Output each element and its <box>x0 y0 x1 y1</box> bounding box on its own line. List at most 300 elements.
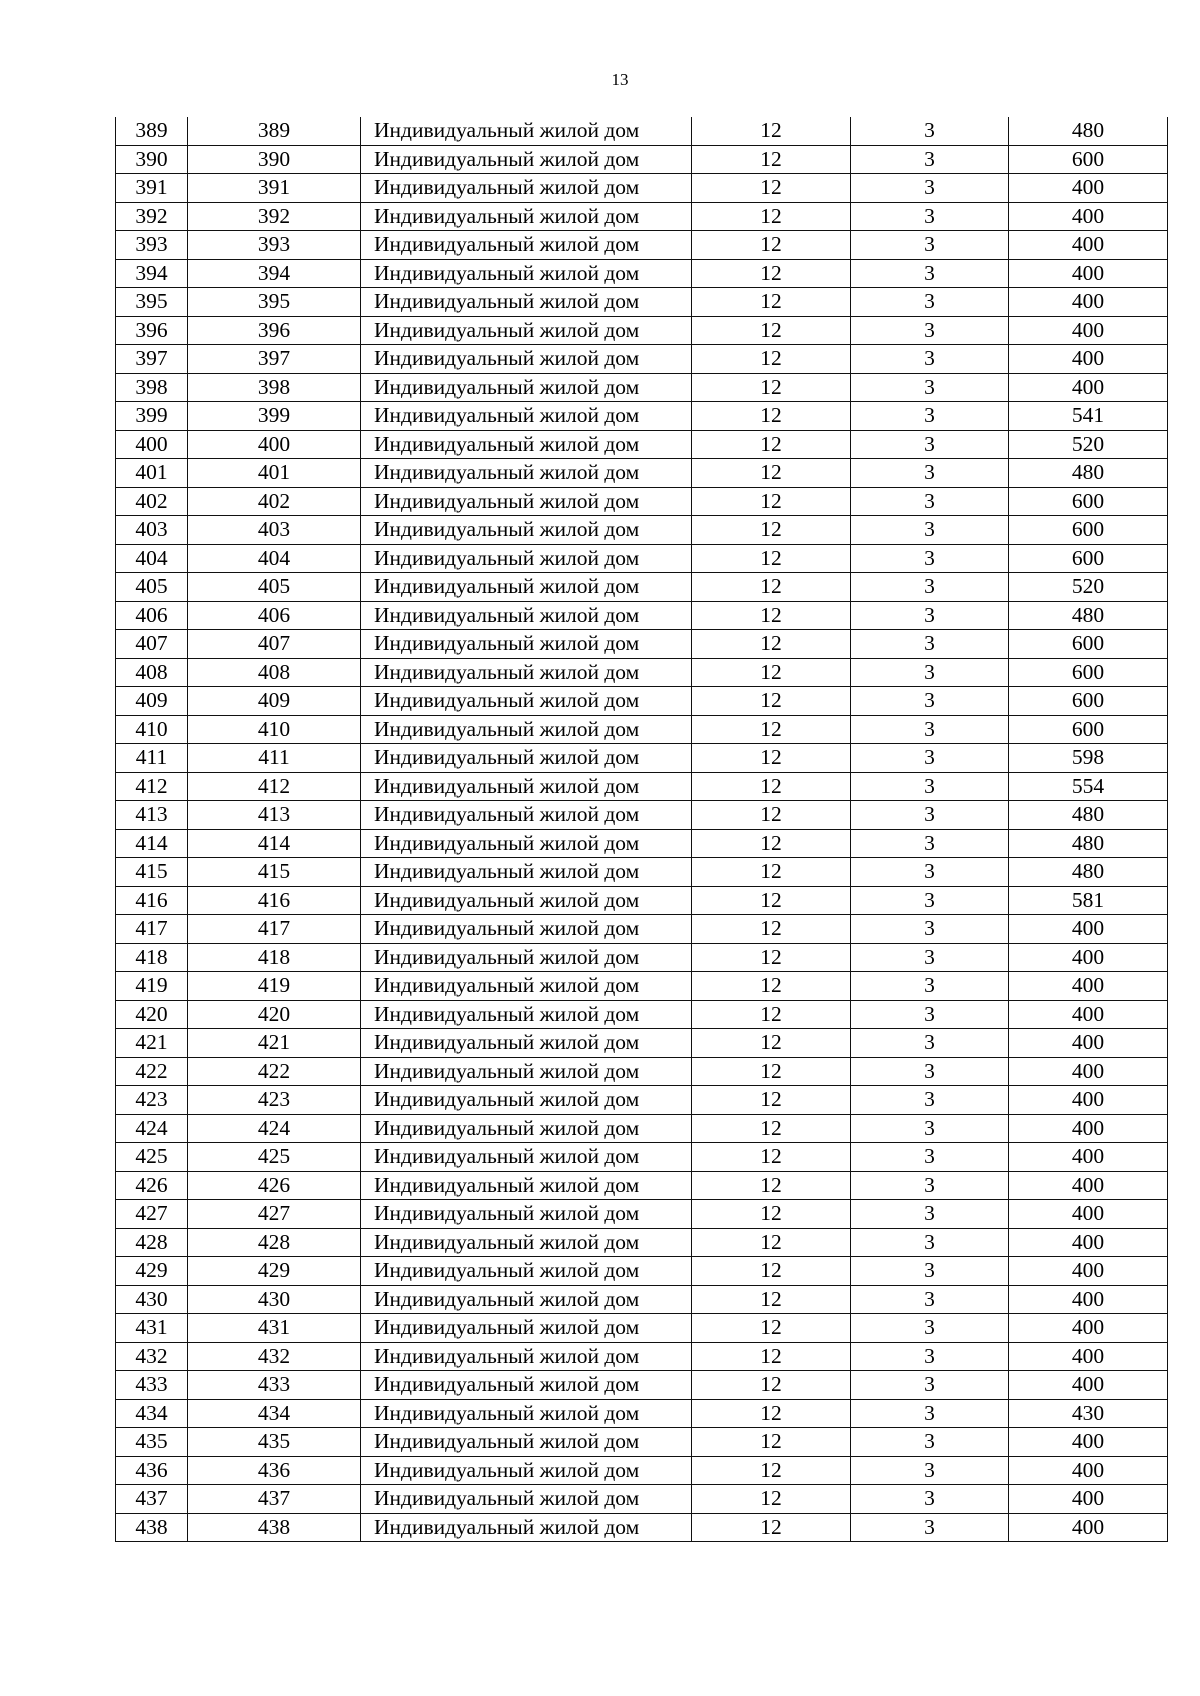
value-cell-b: 3 <box>851 1285 1009 1314</box>
value-cell-a: 12 <box>692 402 851 431</box>
value-cell-a: 12 <box>692 288 851 317</box>
object-type-cell: Индивидуальный жилой дом <box>361 516 692 545</box>
plot-number-cell: 402 <box>188 487 361 516</box>
table-row <box>116 1143 1168 1172</box>
area-cell: 581 <box>1009 886 1168 915</box>
area-cell: 400 <box>1009 1428 1168 1457</box>
value-cell-a: 12 <box>692 858 851 887</box>
area-cell: 400 <box>1009 1086 1168 1115</box>
value-cell-b: 3 <box>851 601 1009 630</box>
row-number-cell: 418 <box>116 943 188 972</box>
row-number-cell: 423 <box>116 1086 188 1115</box>
row-number-cell: 433 <box>116 1371 188 1400</box>
value-cell-a: 12 <box>692 1371 851 1400</box>
area-cell: 400 <box>1009 231 1168 260</box>
value-cell-b: 3 <box>851 487 1009 516</box>
value-cell-a: 12 <box>692 715 851 744</box>
value-cell-b: 3 <box>851 1086 1009 1115</box>
row-number-cell: 399 <box>116 402 188 431</box>
plot-number-cell: 390 <box>188 145 361 174</box>
row-number-cell: 404 <box>116 544 188 573</box>
area-cell: 480 <box>1009 801 1168 830</box>
row-number-cell: 431 <box>116 1314 188 1343</box>
value-cell-a: 12 <box>692 1342 851 1371</box>
table-row <box>116 373 1168 402</box>
row-number-cell: 429 <box>116 1257 188 1286</box>
plot-number-cell: 425 <box>188 1143 361 1172</box>
plot-number-cell: 435 <box>188 1428 361 1457</box>
row-number-cell: 434 <box>116 1399 188 1428</box>
area-cell: 480 <box>1009 829 1168 858</box>
value-cell-a: 12 <box>692 601 851 630</box>
value-cell-b: 3 <box>851 1029 1009 1058</box>
plot-number-cell: 418 <box>188 943 361 972</box>
object-type-cell: Индивидуальный жилой дом <box>361 1342 692 1371</box>
object-type-cell: Индивидуальный жилой дом <box>361 1314 692 1343</box>
value-cell-b: 3 <box>851 402 1009 431</box>
object-type-cell: Индивидуальный жилой дом <box>361 459 692 488</box>
plot-number-cell: 407 <box>188 630 361 659</box>
area-cell: 600 <box>1009 487 1168 516</box>
value-cell-b: 3 <box>851 1200 1009 1229</box>
value-cell-b: 3 <box>851 1428 1009 1457</box>
row-number-cell: 426 <box>116 1171 188 1200</box>
plot-number-cell: 419 <box>188 972 361 1001</box>
object-type-cell: Индивидуальный жилой дом <box>361 1399 692 1428</box>
row-number-cell: 395 <box>116 288 188 317</box>
plot-number-cell: 432 <box>188 1342 361 1371</box>
area-cell: 400 <box>1009 1143 1168 1172</box>
area-cell: 400 <box>1009 1314 1168 1343</box>
plot-number-cell: 397 <box>188 345 361 374</box>
row-number-cell: 396 <box>116 316 188 345</box>
row-number-cell: 392 <box>116 202 188 231</box>
value-cell-a: 12 <box>692 915 851 944</box>
value-cell-b: 3 <box>851 373 1009 402</box>
row-number-cell: 409 <box>116 687 188 716</box>
plot-number-cell: 408 <box>188 658 361 687</box>
value-cell-b: 3 <box>851 829 1009 858</box>
value-cell-a: 12 <box>692 259 851 288</box>
value-cell-b: 3 <box>851 943 1009 972</box>
plot-number-cell: 423 <box>188 1086 361 1115</box>
object-type-cell: Индивидуальный жилой дом <box>361 1200 692 1229</box>
table-row <box>116 259 1168 288</box>
table-row <box>116 1513 1168 1542</box>
table-row <box>116 1285 1168 1314</box>
plot-number-cell: 411 <box>188 744 361 773</box>
value-cell-a: 12 <box>692 174 851 203</box>
plot-number-cell: 409 <box>188 687 361 716</box>
value-cell-b: 3 <box>851 544 1009 573</box>
plot-number-cell: 415 <box>188 858 361 887</box>
value-cell-a: 12 <box>692 1456 851 1485</box>
table-row <box>116 630 1168 659</box>
row-number-cell: 390 <box>116 145 188 174</box>
object-type-cell: Индивидуальный жилой дом <box>361 601 692 630</box>
value-cell-b: 3 <box>851 288 1009 317</box>
area-cell: 430 <box>1009 1399 1168 1428</box>
object-type-cell: Индивидуальный жилой дом <box>361 1000 692 1029</box>
object-type-cell: Индивидуальный жилой дом <box>361 1371 692 1400</box>
row-number-cell: 391 <box>116 174 188 203</box>
area-cell: 520 <box>1009 430 1168 459</box>
area-cell: 400 <box>1009 1228 1168 1257</box>
area-cell: 400 <box>1009 202 1168 231</box>
value-cell-a: 12 <box>692 1485 851 1514</box>
area-cell: 600 <box>1009 516 1168 545</box>
row-number-cell: 393 <box>116 231 188 260</box>
object-type-cell: Индивидуальный жилой дом <box>361 202 692 231</box>
plot-number-cell: 403 <box>188 516 361 545</box>
object-type-cell: Индивидуальный жилой дом <box>361 1285 692 1314</box>
table-row <box>116 1200 1168 1229</box>
table-row <box>116 658 1168 687</box>
table-row <box>116 459 1168 488</box>
object-type-cell: Индивидуальный жилой дом <box>361 259 692 288</box>
plot-number-cell: 398 <box>188 373 361 402</box>
table-row <box>116 1342 1168 1371</box>
table-row <box>116 544 1168 573</box>
row-number-cell: 403 <box>116 516 188 545</box>
object-type-cell: Индивидуальный жилой дом <box>361 174 692 203</box>
value-cell-a: 12 <box>692 202 851 231</box>
area-cell: 480 <box>1009 601 1168 630</box>
row-number-cell: 436 <box>116 1456 188 1485</box>
table-row <box>116 1057 1168 1086</box>
plot-number-cell: 400 <box>188 430 361 459</box>
row-number-cell: 438 <box>116 1513 188 1542</box>
row-number-cell: 432 <box>116 1342 188 1371</box>
object-type-cell: Индивидуальный жилой дом <box>361 1086 692 1115</box>
table-row <box>116 772 1168 801</box>
object-type-cell: Индивидуальный жилой дом <box>361 801 692 830</box>
plot-number-cell: 405 <box>188 573 361 602</box>
value-cell-b: 3 <box>851 316 1009 345</box>
object-type-cell: Индивидуальный жилой дом <box>361 1114 692 1143</box>
area-cell: 600 <box>1009 544 1168 573</box>
plot-number-cell: 438 <box>188 1513 361 1542</box>
table-row <box>116 972 1168 1001</box>
area-cell: 400 <box>1009 345 1168 374</box>
row-number-cell: 402 <box>116 487 188 516</box>
table-row <box>116 829 1168 858</box>
plot-number-cell: 436 <box>188 1456 361 1485</box>
plot-number-cell: 427 <box>188 1200 361 1229</box>
area-cell: 480 <box>1009 858 1168 887</box>
value-cell-b: 3 <box>851 972 1009 1001</box>
area-cell: 600 <box>1009 145 1168 174</box>
value-cell-b: 3 <box>851 145 1009 174</box>
value-cell-a: 12 <box>692 687 851 716</box>
value-cell-b: 3 <box>851 886 1009 915</box>
row-number-cell: 407 <box>116 630 188 659</box>
value-cell-a: 12 <box>692 459 851 488</box>
value-cell-b: 3 <box>851 516 1009 545</box>
area-cell: 400 <box>1009 1257 1168 1286</box>
value-cell-b: 3 <box>851 1228 1009 1257</box>
table-row <box>116 1000 1168 1029</box>
object-type-cell: Индивидуальный жилой дом <box>361 1257 692 1286</box>
value-cell-b: 3 <box>851 1342 1009 1371</box>
row-number-cell: 421 <box>116 1029 188 1058</box>
value-cell-a: 12 <box>692 1257 851 1286</box>
plot-number-cell: 431 <box>188 1314 361 1343</box>
value-cell-b: 3 <box>851 1399 1009 1428</box>
table-row <box>116 1228 1168 1257</box>
value-cell-a: 12 <box>692 943 851 972</box>
object-type-cell: Индивидуальный жилой дом <box>361 715 692 744</box>
row-number-cell: 419 <box>116 972 188 1001</box>
row-number-cell: 408 <box>116 658 188 687</box>
value-cell-a: 12 <box>692 630 851 659</box>
value-cell-a: 12 <box>692 1171 851 1200</box>
value-cell-b: 3 <box>851 259 1009 288</box>
value-cell-b: 3 <box>851 1143 1009 1172</box>
value-cell-b: 3 <box>851 744 1009 773</box>
plot-number-cell: 430 <box>188 1285 361 1314</box>
value-cell-a: 12 <box>692 1114 851 1143</box>
object-type-cell: Индивидуальный жилой дом <box>361 1057 692 1086</box>
value-cell-b: 3 <box>851 1371 1009 1400</box>
plot-number-cell: 401 <box>188 459 361 488</box>
area-cell: 400 <box>1009 943 1168 972</box>
row-number-cell: 420 <box>116 1000 188 1029</box>
object-type-cell: Индивидуальный жилой дом <box>361 145 692 174</box>
value-cell-b: 3 <box>851 858 1009 887</box>
plot-number-cell: 422 <box>188 1057 361 1086</box>
value-cell-b: 3 <box>851 1314 1009 1343</box>
area-cell: 400 <box>1009 1171 1168 1200</box>
object-type-cell: Индивидуальный жилой дом <box>361 487 692 516</box>
row-number-cell: 428 <box>116 1228 188 1257</box>
row-number-cell: 389 <box>116 117 188 145</box>
table-row <box>116 1371 1168 1400</box>
table-row <box>116 1428 1168 1457</box>
plot-number-cell: 404 <box>188 544 361 573</box>
plot-number-cell: 394 <box>188 259 361 288</box>
plot-number-cell: 434 <box>188 1399 361 1428</box>
table-row <box>116 1485 1168 1514</box>
value-cell-a: 12 <box>692 1399 851 1428</box>
row-number-cell: 415 <box>116 858 188 887</box>
area-cell: 400 <box>1009 1114 1168 1143</box>
row-number-cell: 397 <box>116 345 188 374</box>
value-cell-a: 12 <box>692 1314 851 1343</box>
value-cell-a: 12 <box>692 487 851 516</box>
value-cell-a: 12 <box>692 1228 851 1257</box>
value-cell-a: 12 <box>692 829 851 858</box>
object-type-cell: Индивидуальный жилой дом <box>361 744 692 773</box>
object-type-cell: Индивидуальный жилой дом <box>361 316 692 345</box>
area-cell: 480 <box>1009 117 1168 145</box>
value-cell-b: 3 <box>851 1057 1009 1086</box>
plot-number-cell: 421 <box>188 1029 361 1058</box>
table-row <box>116 288 1168 317</box>
plot-number-cell: 406 <box>188 601 361 630</box>
table-row <box>116 174 1168 203</box>
area-cell: 400 <box>1009 1342 1168 1371</box>
area-cell: 400 <box>1009 1513 1168 1542</box>
plot-number-cell: 429 <box>188 1257 361 1286</box>
object-type-cell: Индивидуальный жилой дом <box>361 658 692 687</box>
object-type-cell: Индивидуальный жилой дом <box>361 886 692 915</box>
value-cell-b: 3 <box>851 630 1009 659</box>
area-cell: 400 <box>1009 1285 1168 1314</box>
plot-number-cell: 417 <box>188 915 361 944</box>
value-cell-a: 12 <box>692 744 851 773</box>
value-cell-b: 3 <box>851 915 1009 944</box>
value-cell-a: 12 <box>692 1000 851 1029</box>
plot-number-cell: 393 <box>188 231 361 260</box>
table-row <box>116 573 1168 602</box>
row-number-cell: 405 <box>116 573 188 602</box>
plot-number-cell: 395 <box>188 288 361 317</box>
row-number-cell: 427 <box>116 1200 188 1229</box>
row-number-cell: 394 <box>116 259 188 288</box>
value-cell-a: 12 <box>692 516 851 545</box>
value-cell-a: 12 <box>692 1428 851 1457</box>
object-type-cell: Индивидуальный жилой дом <box>361 1456 692 1485</box>
table-row <box>116 316 1168 345</box>
area-cell: 520 <box>1009 573 1168 602</box>
value-cell-a: 12 <box>692 772 851 801</box>
value-cell-a: 12 <box>692 1285 851 1314</box>
row-number-cell: 435 <box>116 1428 188 1457</box>
value-cell-b: 3 <box>851 459 1009 488</box>
area-cell: 600 <box>1009 687 1168 716</box>
object-type-cell: Индивидуальный жилой дом <box>361 544 692 573</box>
value-cell-a: 12 <box>692 1086 851 1115</box>
area-cell: 480 <box>1009 459 1168 488</box>
table-row <box>116 145 1168 174</box>
area-cell: 400 <box>1009 259 1168 288</box>
value-cell-a: 12 <box>692 1143 851 1172</box>
table-row <box>116 1257 1168 1286</box>
value-cell-b: 3 <box>851 1171 1009 1200</box>
object-type-cell: Индивидуальный жилой дом <box>361 1428 692 1457</box>
area-cell: 400 <box>1009 288 1168 317</box>
row-number-cell: 425 <box>116 1143 188 1172</box>
table-row <box>116 886 1168 915</box>
object-type-cell: Индивидуальный жилой дом <box>361 1485 692 1514</box>
table-row <box>116 231 1168 260</box>
value-cell-a: 12 <box>692 801 851 830</box>
value-cell-a: 12 <box>692 886 851 915</box>
area-cell: 600 <box>1009 630 1168 659</box>
value-cell-a: 12 <box>692 544 851 573</box>
value-cell-b: 3 <box>851 174 1009 203</box>
value-cell-a: 12 <box>692 373 851 402</box>
plot-number-cell: 414 <box>188 829 361 858</box>
row-number-cell: 410 <box>116 715 188 744</box>
table-row <box>116 1314 1168 1343</box>
value-cell-b: 3 <box>851 430 1009 459</box>
table-row <box>116 858 1168 887</box>
table-row <box>116 1456 1168 1485</box>
object-type-cell: Индивидуальный жилой дом <box>361 573 692 602</box>
plot-number-cell: 428 <box>188 1228 361 1257</box>
page-number: 13 <box>611 70 629 89</box>
object-type-cell: Индивидуальный жилой дом <box>361 1513 692 1542</box>
plot-number-cell: 399 <box>188 402 361 431</box>
plot-number-cell: 420 <box>188 1000 361 1029</box>
table-row <box>116 915 1168 944</box>
value-cell-a: 12 <box>692 1513 851 1542</box>
value-cell-a: 12 <box>692 573 851 602</box>
value-cell-a: 12 <box>692 145 851 174</box>
row-number-cell: 437 <box>116 1485 188 1514</box>
table-row <box>116 744 1168 773</box>
object-type-cell: Индивидуальный жилой дом <box>361 1171 692 1200</box>
row-number-cell: 412 <box>116 772 188 801</box>
object-type-cell: Индивидуальный жилой дом <box>361 829 692 858</box>
land-plot-table <box>115 117 1168 1542</box>
area-cell: 554 <box>1009 772 1168 801</box>
value-cell-a: 12 <box>692 316 851 345</box>
area-cell: 400 <box>1009 1029 1168 1058</box>
value-cell-a: 12 <box>692 231 851 260</box>
value-cell-b: 3 <box>851 202 1009 231</box>
value-cell-a: 12 <box>692 1057 851 1086</box>
area-cell: 400 <box>1009 915 1168 944</box>
table-row <box>116 202 1168 231</box>
value-cell-a: 12 <box>692 117 851 145</box>
object-type-cell: Индивидуальный жилой дом <box>361 972 692 1001</box>
area-cell: 598 <box>1009 744 1168 773</box>
row-number-cell: 422 <box>116 1057 188 1086</box>
plot-number-cell: 426 <box>188 1171 361 1200</box>
value-cell-a: 12 <box>692 972 851 1001</box>
value-cell-b: 3 <box>851 1456 1009 1485</box>
area-cell: 600 <box>1009 715 1168 744</box>
value-cell-b: 3 <box>851 231 1009 260</box>
plot-number-cell: 396 <box>188 316 361 345</box>
value-cell-b: 3 <box>851 1000 1009 1029</box>
value-cell-b: 3 <box>851 687 1009 716</box>
plot-number-cell: 424 <box>188 1114 361 1143</box>
plot-number-cell: 433 <box>188 1371 361 1400</box>
object-type-cell: Индивидуальный жилой дом <box>361 117 692 145</box>
value-cell-a: 12 <box>692 430 851 459</box>
object-type-cell: Индивидуальный жилой дом <box>361 915 692 944</box>
area-cell: 541 <box>1009 402 1168 431</box>
row-number-cell: 411 <box>116 744 188 773</box>
value-cell-b: 3 <box>851 715 1009 744</box>
area-cell: 400 <box>1009 1200 1168 1229</box>
table-row <box>116 402 1168 431</box>
object-type-cell: Индивидуальный жилой дом <box>361 430 692 459</box>
object-type-cell: Индивидуальный жилой дом <box>361 1143 692 1172</box>
table-row <box>116 516 1168 545</box>
value-cell-a: 12 <box>692 345 851 374</box>
row-number-cell: 417 <box>116 915 188 944</box>
object-type-cell: Индивидуальный жилой дом <box>361 1228 692 1257</box>
value-cell-b: 3 <box>851 1513 1009 1542</box>
area-cell: 400 <box>1009 1371 1168 1400</box>
plot-number-cell: 389 <box>188 117 361 145</box>
table-body <box>116 117 1168 1542</box>
value-cell-b: 3 <box>851 117 1009 145</box>
value-cell-b: 3 <box>851 345 1009 374</box>
object-type-cell: Индивидуальный жилой дом <box>361 288 692 317</box>
row-number-cell: 401 <box>116 459 188 488</box>
area-cell: 400 <box>1009 1456 1168 1485</box>
table-row <box>116 687 1168 716</box>
value-cell-b: 3 <box>851 1114 1009 1143</box>
object-type-cell: Индивидуальный жилой дом <box>361 687 692 716</box>
area-cell: 400 <box>1009 373 1168 402</box>
